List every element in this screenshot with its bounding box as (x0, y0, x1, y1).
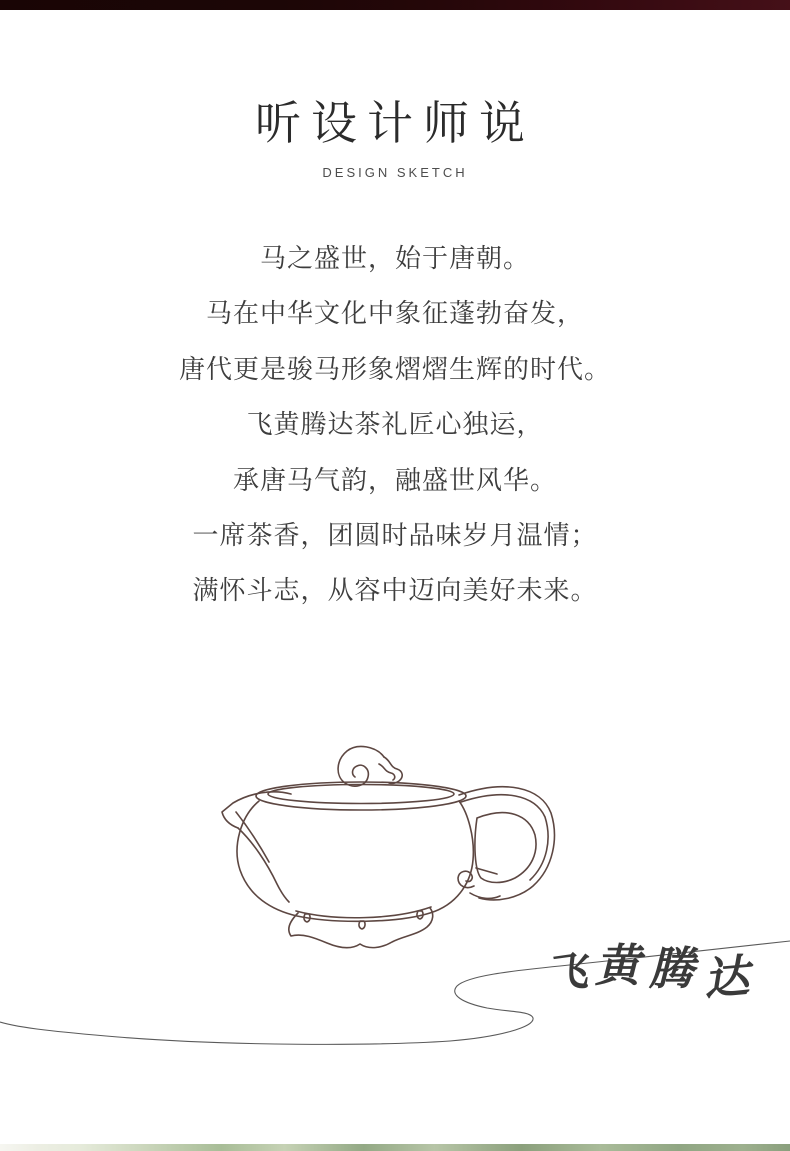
intro-line: 马之盛世，始于唐朝。 (259, 243, 530, 273)
signature-char: 腾 (649, 942, 695, 995)
intro-line: 满怀斗志，从容中迈向美好未来。 (192, 575, 598, 606)
page-subtitle: DESIGN SKETCH (322, 165, 468, 181)
intro-line: 飞黄腾达茶礼匠心独运， (246, 409, 544, 440)
next-section-photo-edge (0, 1144, 790, 1151)
intro-line: 一席茶香，团圆时品味岁月温情； (192, 520, 598, 551)
intro-line: 马在中华文化中象征蓬勃奋发， (205, 298, 584, 329)
intro-line: 唐代更是骏马形象熠熠生辉的时代。 (178, 353, 611, 384)
page-title: 听设计师说 (255, 98, 535, 149)
brand-calligraphy-signature (542, 939, 752, 1006)
intro-line: 承唐马气韵，融盛世风华。 (232, 464, 557, 495)
signature-char: 飞 (542, 946, 591, 1000)
teapot-sketch-icon (222, 746, 554, 947)
signature-char: 达 (701, 949, 752, 1006)
signature-char: 黄 (595, 939, 641, 992)
